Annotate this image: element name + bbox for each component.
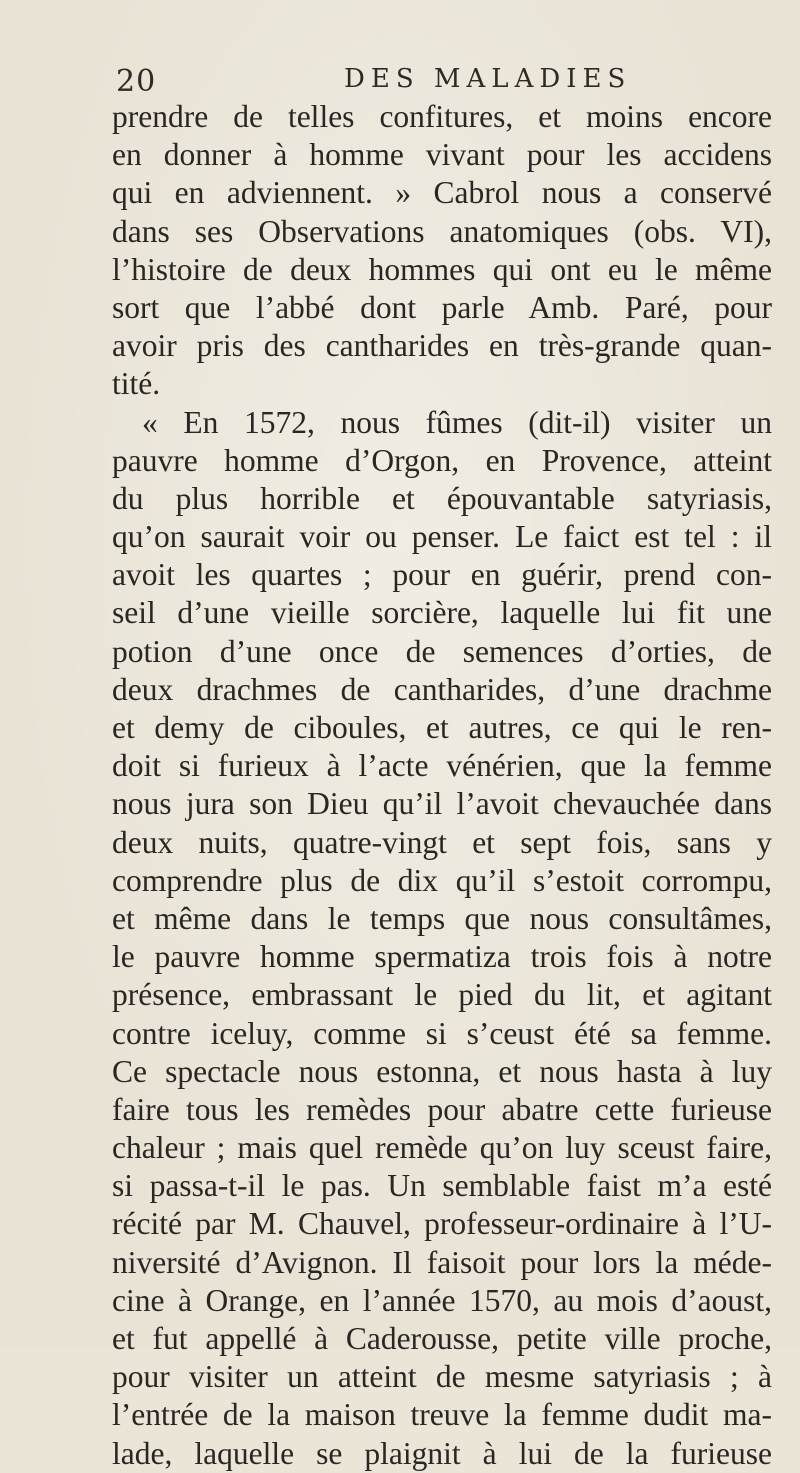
text-line: avoit les quartes ; pour en guérir, prend con- [112, 557, 772, 593]
text-line: cine à Orange, en l’année 1570, au mois d’aoust, [112, 1282, 772, 1318]
text-line: l’histoire de deux hommes qui ont eu le même [112, 251, 772, 287]
text-line: deux drachmes de cantharides, d’une drachme [112, 671, 772, 707]
text-line: Ce spectacle nous estonna, et nous hasta à luy [112, 1053, 772, 1089]
text-line: lade, laquelle se plaignit à lui de la furieuse [112, 1435, 772, 1471]
text-line: potion d’une once de semences d’orties, de [112, 633, 772, 669]
text-line: deux nuits, quatre-vingt et sept fois, sans y [112, 824, 772, 860]
text-line: comprendre plus de dix qu’il s’estoit corrompu, [112, 862, 772, 898]
text-line: chaleur ; mais quel remède qu’on luy sceust faire, [112, 1130, 772, 1166]
text-line: et fut appellé à Caderousse, petite ville proche, [112, 1321, 772, 1356]
text-line: contre iceluy, comme si s’ceust été sa femme. [112, 1015, 772, 1051]
text-line: présence, embrassant le pied du lit, et agitant [112, 977, 772, 1013]
text-line: dans ses Observations anatomiques (obs. VI), [112, 213, 772, 249]
text-line: le pauvre homme spermatiza trois fois à notre [112, 939, 772, 975]
text-line: seil d’une vieille sorcière, laquelle lui fit une [112, 595, 772, 631]
running-head: DES MALADIES [344, 64, 632, 94]
text-line: niversité d’Avignon. Il faisoit pour lors la méde- [112, 1244, 772, 1280]
text-line: « En 1572, nous fûmes (dit-il) visiter un [142, 404, 772, 440]
page-header [0, 60, 800, 100]
text-line: si passa-t-il le pas. Un semblable faist m’a esté [112, 1168, 772, 1204]
text-line: pour visiter un atteint de mesme satyriasis ; à [112, 1359, 772, 1395]
page-number: 20 [116, 64, 157, 99]
text-line: pauvre homme d’Orgon, en Provence, atteint [112, 442, 772, 478]
text-line: qu’on saurait voir ou penser. Le faict est tel : il [112, 519, 772, 555]
text-line: et même dans le temps que nous consultâmes, [112, 900, 772, 936]
text-line: qui en adviennent. » Cabrol nous a conservé [112, 175, 772, 211]
text-line: prendre de telles confitures, et moins encore [112, 99, 772, 134]
text-line: en donner à homme vivant pour les accidens [112, 137, 772, 173]
text-line: faire tous les remèdes pour abatre cette furieuse [112, 1091, 772, 1127]
text-line: sort que l’abbé dont parle Amb. Paré, pour [112, 289, 772, 325]
text-line: tité. [112, 366, 161, 402]
text-line: doit si furieux à l’acte vénérien, que la femme [112, 748, 772, 784]
text-line: nous jura son Dieu qu’il l’avoit chevauchée dans [112, 786, 772, 822]
body-text [112, 98, 772, 1473]
text-line: récité par M. Chauvel, professeur-ordinaire à l’U- [112, 1206, 772, 1242]
text-line: l’entrée de la maison treuve la femme dudit ma- [112, 1397, 772, 1433]
text-line: et demy de ciboules, et autres, ce qui le ren- [112, 710, 772, 745]
text-line: du plus horrible et épouvantable satyriasis, [112, 480, 772, 516]
text-line: avoir pris des cantharides en très-grande quan- [112, 328, 772, 364]
